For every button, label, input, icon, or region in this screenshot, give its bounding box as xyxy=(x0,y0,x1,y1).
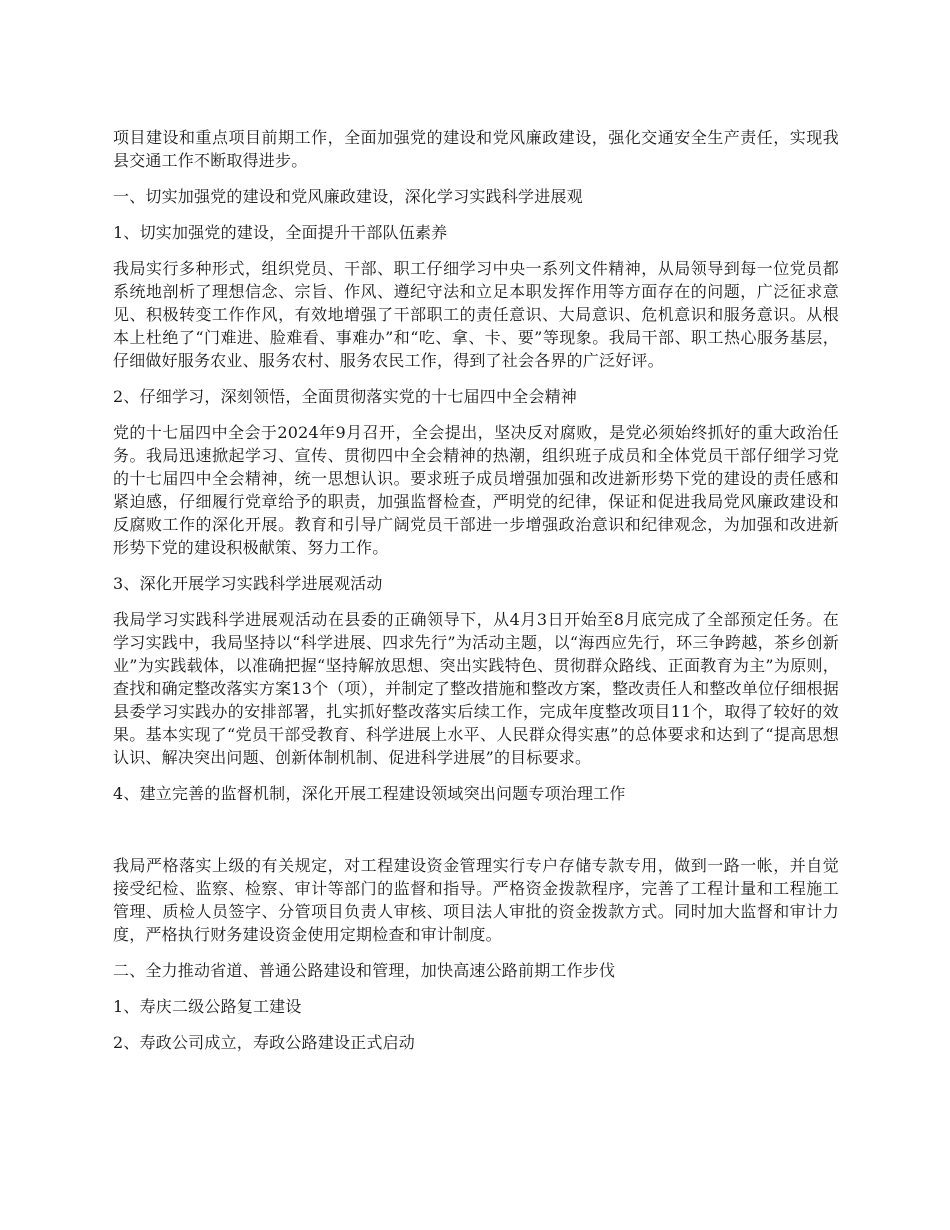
subheading-2-1: 1、寿庆二级公路复工建设 xyxy=(113,997,302,1016)
subheading-1-4: 4、建立完善的监督机制，深化开展工程建设领域突出问题专项治理工作 xyxy=(113,784,626,803)
subheading-1-2: 2、仔细学习，深刻领悟，全面贯彻落实党的十七届四中全会精神 xyxy=(113,387,577,406)
paragraph-1-2: 党的十七届四中全会于2024年9月召开，全会提出，坚决反对腐败，是党必须始终抓好的重大政治任务。我局迅速掀起学习、宣传、贯彻四中全会精神的热潮，组织班子成员和全体党员干部仔细学习党的十七届四中全会精神，统一思想认识。要求班子成员增强加强和改进新形势下党的建设的责任感和紧迫感，仔细履行党章给予的职责，加强监督检查，严明党的纪律，保证和促进我局党风廉政建设和反腐败工作的深化开展。教育和引导广阔党员干部进一步增强政治意识和纪律观念，为加强和改进新形势下党的建设积极献策、努力工作。 xyxy=(113,423,839,557)
section-heading-2: 二、全力推动省道、普通公路建设和管理，加快高速公路前期工作步伐 xyxy=(113,961,616,980)
subheading-1-1: 1、切实加强党的建设，全面提升干部队伍素养 xyxy=(113,223,448,242)
paragraph-1-4: 我局严格落实上级的有关规定，对工程建设资金管理实行专户存储专款专用，做到一路一帐，并自觉接受纪检、监察、检察、审计等部门的监督和指导。严格资金拨款程序，完善了工程计量和工程施工管理、质检人员签字、分管项目负责人审核、项目法人审批的资金拨款方式。同时加大监督和审计力度，严格执行财务建设资金使用定期检查和审计制度。 xyxy=(113,856,839,944)
paragraph-1-1: 我局实行多种形式，组织党员、干部、职工仔细学习中央一系列文件精神，从局领导到每一位党员都系统地剖析了理想信念、宗旨、作风、遵纪守法和立足本职发挥作用等方面存在的问题，广泛征求意见、积极转变工作作风，有效地增强了干部职工的责任意识、大局意识、危机意识和服务意识。从根本上杜绝了“门难进、脸难看、事难办”和“吃、拿、卡、要”等现象。我局干部、职工热心服务基层，仔细做好服务农业、服务农村、服务农民工作，得到了社会各界的广泛好评。 xyxy=(113,259,839,370)
document-page xyxy=(113,126,839,1067)
paragraph-intro: 项目建设和重点项目前期工作，全面加强党的建设和党风廉政建设，强化交通安全生产责任，实现我县交通工作不断取得进步。 xyxy=(113,128,839,170)
section-heading-1: 一、切实加强党的建设和党风廉政建设，深化学习实践科学进展观 xyxy=(113,187,583,206)
subheading-2-2: 2、寿政公司成立，寿政公路建设正式启动 xyxy=(113,1033,415,1052)
subheading-1-3: 3、深化开展学习实践科学进展观活动 xyxy=(113,574,383,593)
paragraph-1-3: 我局学习实践科学进展观活动在县委的正确领导下，从4月3日开始至8月底完成了全部预定任务。在学习实践中，我局坚持以“科学进展、四求先行”为活动主题，以“海西应先行，环三争跨越，茶乡创新业”为实践载体，以准确把握“坚持解放思想、突出实践特色、贯彻群众路线、正面教育为主”为原则，查找和确定整改落实方案13个（项），并制定了整改措施和整改方案，整改责任人和整改单位仔细根据县委学习实践办的安排部署，扎实抓好整改落实后续工作，完成年度整改项目11个，取得了较好的效果。基本实现了“党员干部受教育、科学进展上水平、人民群众得实惠”的总体要求和达到了“提高思想认识、解决突出问题、创新体制机制、促进科学进展”的目标要求。 xyxy=(113,610,839,767)
blank-spacer xyxy=(113,818,839,854)
